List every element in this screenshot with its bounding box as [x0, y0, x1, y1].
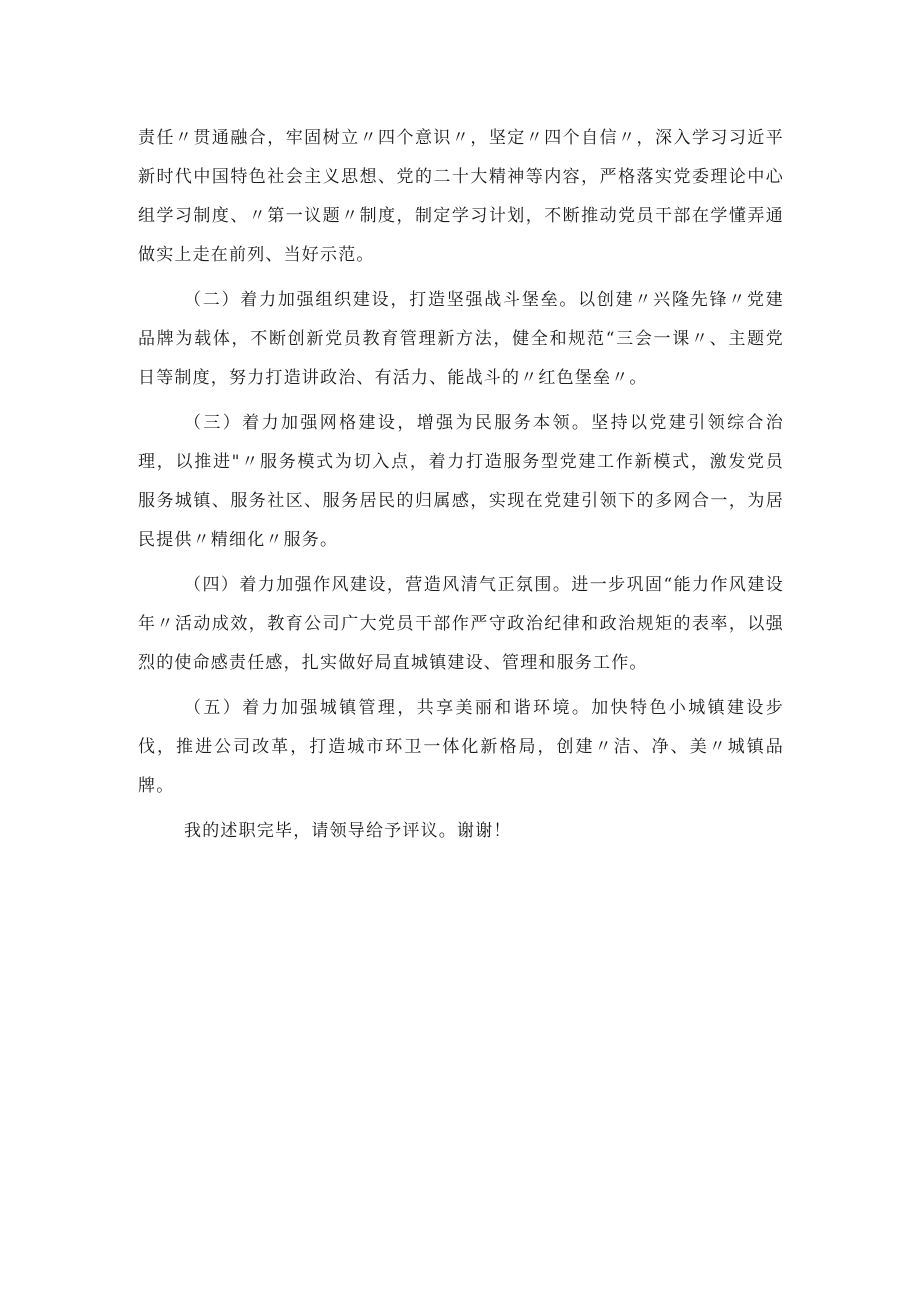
paragraph-grid-building: （三）着力加强网格建设，增强为民服务本领。坚持以党建引领综合治理，以推进"〃服务模式为切入点，着力打造服务型党建工作新模式，激发党员服务城镇、服务社区、服务居民的归属感，实现在党建引领下的多网合一，为居民提供〃精细化〃服务。: [138, 413, 784, 550]
paragraph-organization-building: （二）着力加强组织建设，打造坚强战斗堡垒。以创建〃兴隆先锋〃党建品牌为载体，不断创新党员教育管理新方法，健全和规范“三会一课〃、主题党日等制度，努力打造讲政治、有活力、能战斗的〃红色堡垒〃。: [138, 290, 784, 388]
document-body: [138, 119, 784, 857]
paragraph-town-management: （五）着力加强城镇管理，共享美丽和谐环境。加快特色小城镇建设步伐，推进公司改革，打造城市环卫一体化新格局，创建〃洁、净、美〃城镇品牌。: [138, 698, 784, 796]
closing-remark: 我的述职完毕，请领导给予评议。谢谢！: [184, 821, 512, 841]
paragraph-continuation: 责任〃贯通融合，牢固树立〃四个意识〃，坚定〃四个自信〃，深入学习习近平新时代中国特色社会主义思想、党的二十大精神等内容，严格落实党委理论中心组学习制度、〃第一议题〃制度，制定学习计划，不断推动党员干部在学懂弄通做实上走在前列、当好示范。: [138, 128, 784, 265]
paragraph-style-building: （四）着力加强作风建设，营造风清气正氛围。进一步巩固“能力作风建设年〃活动成效，教育公司广大党员干部作严守政治纪律和政治规矩的表率，以强烈的使命感责任感，扎实做好局直城镇建设、管理和服务工作。: [138, 575, 784, 673]
